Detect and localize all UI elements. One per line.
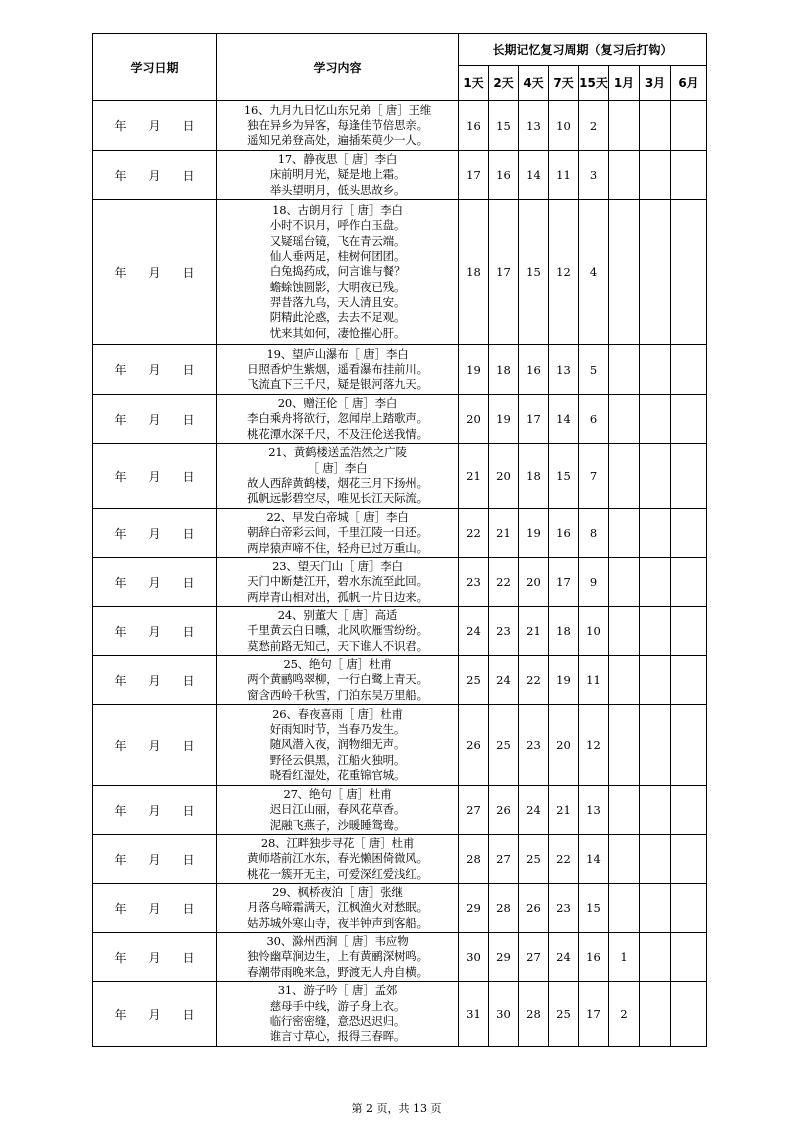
review-check-cell[interactable]: 5 — [579, 345, 609, 395]
review-check-cell[interactable]: 25 — [519, 835, 549, 884]
date-day-label: 日 — [182, 950, 195, 965]
review-check-cell[interactable]: 22 — [519, 656, 549, 705]
poem-content-cell — [217, 656, 459, 705]
review-check-cell[interactable] — [640, 200, 671, 345]
content-column-header: 学习内容 — [217, 34, 459, 101]
review-check-cell[interactable]: 26 — [489, 786, 519, 835]
review-check-cell[interactable]: 21 — [549, 786, 579, 835]
poem-content-cell — [217, 151, 459, 200]
review-check-cell[interactable]: 15 — [519, 200, 549, 345]
poem-text-line: 慈母手中线，游子身上衣。 — [269, 998, 406, 1013]
table-row — [93, 345, 707, 395]
date-month-label: 月 — [148, 412, 161, 427]
poem-text-line: 姑苏城外寒山寺，夜半钟声到客船。 — [247, 915, 428, 930]
review-check-cell[interactable]: 28 — [459, 835, 489, 884]
review-check-cell[interactable]: 17 — [549, 558, 579, 607]
review-check-cell[interactable]: 4 — [579, 200, 609, 345]
review-check-cell[interactable] — [609, 101, 640, 151]
poem-text-line: 两岸青山相对出，孤帆一片日边来。 — [247, 589, 428, 604]
poem-text-line: 李白乘舟将欲行，忽闻岸上踏歌声。 — [247, 411, 428, 426]
review-check-cell[interactable]: 22 — [489, 558, 519, 607]
date-year-label: 年 — [114, 363, 127, 377]
review-check-cell[interactable]: 15 — [549, 444, 579, 509]
review-check-cell[interactable] — [609, 786, 640, 835]
date-year-label: 年 — [114, 412, 127, 427]
poem-title-line: 16、九月九日忆山东兄弟［ 唐］王维 — [243, 102, 432, 117]
review-check-cell[interactable] — [609, 509, 640, 558]
review-check-cell[interactable]: 9 — [579, 558, 609, 607]
poem-text-line: 独在异乡为异客，每逢佳节倍思亲。 — [247, 117, 428, 132]
date-year-label: 年 — [114, 738, 127, 753]
date-day-label: 日 — [182, 673, 195, 688]
review-check-cell[interactable]: 14 — [579, 835, 609, 884]
review-check-cell[interactable]: 16 — [459, 101, 489, 151]
date-month-label: 月 — [148, 363, 161, 377]
study-date-cell[interactable] — [93, 558, 217, 607]
review-check-cell[interactable] — [640, 101, 671, 151]
table-row — [93, 656, 707, 705]
review-check-cell[interactable]: 17 — [489, 200, 519, 345]
poem-title-line: 17、静夜思［ 唐］李白 — [277, 152, 398, 167]
review-check-cell[interactable] — [609, 705, 640, 786]
poem-content-cell — [217, 835, 459, 884]
review-check-cell[interactable]: 31 — [459, 982, 489, 1047]
study-date-cell[interactable] — [93, 444, 217, 509]
review-check-cell[interactable] — [671, 982, 707, 1047]
review-check-cell[interactable]: 6 — [579, 395, 609, 444]
review-check-cell[interactable]: 27 — [459, 786, 489, 835]
table-row — [93, 200, 707, 345]
poem-text-line: 桃花一簇开无主，可爱深红爱浅红。 — [247, 866, 428, 881]
review-check-cell[interactable]: 21 — [519, 607, 549, 656]
table-row — [93, 835, 707, 884]
review-check-cell[interactable]: 8 — [579, 509, 609, 558]
date-month-label: 月 — [148, 803, 161, 818]
date-month-label: 月 — [148, 168, 161, 183]
review-check-cell[interactable] — [609, 835, 640, 884]
date-year-label: 年 — [114, 624, 127, 639]
poem-content-cell — [217, 884, 459, 933]
date-day-label: 日 — [182, 363, 195, 377]
poem-text-line: 晓看红湿处，花重锦官城。 — [269, 767, 406, 782]
review-check-cell[interactable] — [640, 656, 671, 705]
date-month-label: 月 — [148, 901, 161, 916]
review-check-cell[interactable]: 20 — [459, 395, 489, 444]
poem-text-line: 两个黄鹂鸣翠柳，一行白鹭上青天。 — [247, 672, 428, 687]
poem-text-line: 小时不识月，呼作白玉盘。 — [269, 218, 406, 233]
study-date-cell[interactable] — [93, 705, 217, 786]
date-year-label: 年 — [114, 168, 127, 183]
review-check-cell[interactable]: 21 — [459, 444, 489, 509]
review-check-cell[interactable] — [640, 395, 671, 444]
review-check-cell[interactable]: 28 — [489, 884, 519, 933]
poem-text-line: 莫愁前路无知己，天下谁人不识君。 — [247, 638, 428, 653]
review-check-cell[interactable] — [671, 933, 707, 982]
cycle-day-header: 2天 — [489, 66, 519, 101]
poem-text-line: 羿昔落九乌，天人清且安。 — [269, 294, 406, 309]
poem-text-line: 窗含西岭千秋雪，门泊东吴万里船。 — [247, 687, 428, 702]
review-check-cell[interactable] — [609, 395, 640, 444]
study-date-cell[interactable] — [93, 151, 217, 200]
date-day-label: 日 — [182, 526, 195, 541]
poem-title-line: 30、滁州西涧［ 唐］韦应物 — [266, 934, 409, 949]
poem-content-cell — [217, 705, 459, 786]
poem-text-line: 故人西辞黄鹤楼，烟花三月下扬州。 — [247, 476, 428, 490]
poem-content-cell — [217, 933, 459, 982]
poem-title-line: 31、游子吟［ 唐］孟郊 — [277, 983, 398, 998]
cycle-day-header: 4天 — [519, 66, 549, 101]
review-check-cell[interactable]: 21 — [489, 509, 519, 558]
poem-text-line: 仙人垂两足，桂树何团团。 — [269, 249, 406, 264]
review-check-cell[interactable]: 15 — [579, 884, 609, 933]
poem-text-line: ［ 唐］李白 — [307, 460, 368, 475]
cycle-day-header: 15天 — [579, 66, 609, 101]
poem-text-line: 千里黄云白日曛，北风吹雁雪纷纷。 — [247, 623, 428, 638]
table-row — [93, 151, 707, 200]
poem-title-line: 27、绝句［ 唐］杜甫 — [283, 787, 392, 802]
review-check-cell[interactable]: 14 — [549, 395, 579, 444]
poem-title-line: 23、望天门山［ 唐］李白 — [272, 559, 403, 574]
review-check-cell[interactable] — [609, 884, 640, 933]
date-month-label: 月 — [148, 738, 161, 753]
date-day-label: 日 — [182, 624, 195, 639]
review-check-cell[interactable]: 23 — [549, 884, 579, 933]
poem-title-line: 20、赠汪伦［ 唐］李白 — [277, 396, 398, 411]
study-date-cell[interactable] — [93, 656, 217, 705]
review-check-cell[interactable] — [671, 444, 707, 509]
review-check-cell[interactable]: 13 — [519, 101, 549, 151]
poem-content-cell — [217, 558, 459, 607]
date-month-label: 月 — [148, 526, 161, 541]
review-check-cell[interactable]: 12 — [549, 200, 579, 345]
poem-content-cell — [217, 395, 459, 444]
cycle-day-header: 7天 — [549, 66, 579, 101]
review-check-cell[interactable] — [609, 444, 640, 509]
review-check-cell[interactable] — [609, 607, 640, 656]
date-month-label: 月 — [148, 624, 161, 639]
table-row — [93, 933, 707, 982]
date-year-label: 年 — [114, 852, 127, 867]
table-row — [93, 607, 707, 656]
review-check-cell[interactable]: 11 — [579, 656, 609, 705]
review-check-cell[interactable]: 19 — [459, 345, 489, 395]
date-day-label: 日 — [182, 901, 195, 916]
date-month-label: 月 — [148, 1007, 161, 1022]
review-check-cell[interactable]: 20 — [519, 558, 549, 607]
date-year-label: 年 — [114, 526, 127, 541]
review-check-cell[interactable]: 18 — [519, 444, 549, 509]
poem-text-line: 孤帆远影碧空尽，唯见长江天际流。 — [247, 491, 428, 506]
study-date-cell[interactable] — [93, 509, 217, 558]
date-year-label: 年 — [114, 803, 127, 818]
poem-text-line: 日照香炉生紫烟，遥看瀑布挂前川。 — [247, 361, 428, 376]
review-check-cell[interactable]: 3 — [579, 151, 609, 200]
review-check-cell[interactable] — [640, 835, 671, 884]
poem-text-line: 忧来其如何，凄怆摧心肝。 — [269, 325, 406, 340]
study-date-cell[interactable] — [93, 200, 217, 345]
date-day-label: 日 — [182, 119, 195, 133]
date-year-label: 年 — [114, 901, 127, 916]
review-check-cell[interactable] — [640, 444, 671, 509]
review-check-cell[interactable]: 10 — [579, 607, 609, 656]
study-date-cell[interactable] — [93, 835, 217, 884]
study-date-cell[interactable] — [93, 884, 217, 933]
date-month-label: 月 — [148, 673, 161, 688]
review-check-cell[interactable] — [671, 200, 707, 345]
review-check-cell[interactable]: 15 — [489, 101, 519, 151]
study-date-cell[interactable] — [93, 786, 217, 835]
review-check-cell[interactable]: 29 — [459, 884, 489, 933]
study-date-cell[interactable] — [93, 395, 217, 444]
review-check-cell[interactable]: 19 — [519, 509, 549, 558]
table-row — [93, 884, 707, 933]
cycle-day-header: 1天 — [459, 66, 489, 101]
review-check-cell[interactable]: 23 — [519, 705, 549, 786]
review-check-cell[interactable] — [671, 345, 707, 395]
table-row — [93, 982, 707, 1047]
review-check-cell[interactable]: 16 — [549, 509, 579, 558]
review-check-cell[interactable] — [640, 884, 671, 933]
poem-title-line: 19、望庐山瀑布［ 唐］李白 — [266, 346, 409, 361]
review-check-cell[interactable] — [640, 982, 671, 1047]
poem-content-cell — [217, 509, 459, 558]
date-day-label: 日 — [182, 803, 195, 818]
table-body — [93, 101, 707, 1047]
review-check-cell[interactable] — [609, 558, 640, 607]
review-check-cell[interactable]: 22 — [549, 835, 579, 884]
study-date-cell[interactable] — [93, 607, 217, 656]
date-month-label: 月 — [148, 852, 161, 867]
review-check-cell[interactable] — [671, 786, 707, 835]
review-check-cell[interactable] — [671, 884, 707, 933]
review-check-cell[interactable]: 24 — [459, 607, 489, 656]
table-header — [93, 34, 707, 101]
cycle-day-header: 3月 — [640, 66, 671, 101]
review-check-cell[interactable] — [640, 151, 671, 200]
review-check-cell[interactable] — [609, 345, 640, 395]
cycle-day-header: 6月 — [671, 66, 707, 101]
review-check-cell[interactable] — [640, 786, 671, 835]
poem-content-cell — [217, 982, 459, 1047]
date-day-label: 日 — [182, 168, 195, 183]
review-check-cell[interactable]: 28 — [519, 982, 549, 1047]
poem-text-line: 蟾蜍蚀圆影，大明夜已残。 — [269, 279, 406, 294]
poem-text-line: 黄师塔前江水东，春光懒困倚微风。 — [247, 851, 428, 866]
review-check-cell[interactable]: 26 — [459, 705, 489, 786]
date-day-label: 日 — [182, 412, 195, 427]
date-day-label: 日 — [182, 575, 195, 590]
review-check-cell[interactable]: 26 — [519, 884, 549, 933]
review-check-cell[interactable]: 23 — [459, 558, 489, 607]
review-schedule-table — [92, 33, 707, 1047]
review-check-cell[interactable]: 13 — [549, 345, 579, 395]
review-check-cell[interactable]: 11 — [549, 151, 579, 200]
poem-title-line: 21、黄鹤楼送孟浩然之广陵 — [268, 445, 407, 460]
review-check-cell[interactable]: 17 — [519, 395, 549, 444]
date-month-label: 月 — [148, 469, 161, 484]
review-check-cell[interactable]: 22 — [459, 509, 489, 558]
review-check-cell[interactable] — [640, 705, 671, 786]
review-check-cell[interactable]: 18 — [459, 200, 489, 345]
poem-text-line: 朝辞白帝彩云间，千里江陵一日还。 — [247, 525, 428, 540]
date-day-label: 日 — [182, 1007, 195, 1022]
date-day-label: 日 — [182, 852, 195, 867]
poem-text-line: 泥融飞燕子，沙暖睡鸳鸯。 — [269, 817, 406, 832]
cycle-day-header: 1月 — [609, 66, 640, 101]
review-check-cell[interactable]: 18 — [549, 607, 579, 656]
poem-content-cell — [217, 444, 459, 509]
review-check-cell[interactable] — [671, 395, 707, 444]
date-column-header: 学习日期 — [93, 34, 217, 101]
review-check-cell[interactable]: 27 — [489, 835, 519, 884]
study-date-cell[interactable] — [93, 933, 217, 982]
review-check-cell[interactable]: 13 — [579, 786, 609, 835]
date-year-label: 年 — [114, 673, 127, 688]
date-year-label: 年 — [114, 575, 127, 590]
date-day-label: 日 — [182, 265, 195, 280]
review-check-cell[interactable] — [671, 509, 707, 558]
review-check-cell[interactable]: 30 — [489, 982, 519, 1047]
review-check-cell[interactable]: 24 — [519, 786, 549, 835]
review-check-cell[interactable]: 20 — [489, 444, 519, 509]
study-date-cell[interactable] — [93, 982, 217, 1047]
review-check-cell[interactable] — [671, 656, 707, 705]
poem-text-line: 又疑瑶台镜，飞在青云端。 — [269, 233, 406, 248]
table-row — [93, 509, 707, 558]
poem-text-line: 床前明月光，疑是地上霜。 — [269, 167, 406, 182]
date-day-label: 日 — [182, 469, 195, 484]
poem-text-line: 临行密密缝，意恐迟迟归。 — [269, 1014, 406, 1028]
poem-content-cell — [217, 200, 459, 345]
review-check-cell[interactable] — [640, 558, 671, 607]
table-row — [93, 395, 707, 444]
review-check-cell[interactable]: 24 — [489, 656, 519, 705]
review-check-cell[interactable]: 10 — [549, 101, 579, 151]
poem-text-line: 飞流直下三千尺，疑是银河落九天。 — [247, 377, 428, 392]
poem-title-line: 18、古朗月行［ 唐］李白 — [272, 203, 403, 218]
poem-title-line: 22、早发白帝城［ 唐］李白 — [266, 510, 409, 525]
table-row — [93, 444, 707, 509]
review-check-cell[interactable]: 19 — [549, 656, 579, 705]
poem-title-line: 25、绝句［ 唐］杜甫 — [283, 657, 392, 672]
date-month-label: 月 — [148, 950, 161, 965]
review-check-cell[interactable]: 25 — [459, 656, 489, 705]
poem-title-line: 24、别董大［ 唐］高适 — [277, 608, 398, 623]
poem-text-line: 随风潜入夜，润物细无声。 — [269, 737, 406, 752]
review-check-cell[interactable] — [671, 151, 707, 200]
review-check-cell[interactable]: 14 — [519, 151, 549, 200]
review-check-cell[interactable]: 29 — [489, 933, 519, 982]
review-check-cell[interactable]: 16 — [519, 345, 549, 395]
poem-text-line: 好雨知时节，当春乃发生。 — [269, 722, 406, 737]
poem-content-cell — [217, 607, 459, 656]
poem-text-line: 月落乌啼霜满天，江枫渔火对愁眠。 — [247, 900, 428, 915]
review-check-cell[interactable]: 25 — [489, 705, 519, 786]
review-check-cell[interactable]: 24 — [549, 933, 579, 982]
review-check-cell[interactable]: 1 — [609, 933, 640, 982]
date-year-label: 年 — [114, 1007, 127, 1022]
review-check-cell[interactable] — [609, 656, 640, 705]
review-check-cell[interactable]: 30 — [459, 933, 489, 982]
review-check-cell[interactable]: 16 — [579, 933, 609, 982]
review-check-cell[interactable]: 16 — [489, 151, 519, 200]
table-row — [93, 558, 707, 607]
review-check-cell[interactable] — [609, 151, 640, 200]
review-check-cell[interactable]: 7 — [579, 444, 609, 509]
table-row — [93, 705, 707, 786]
table-row — [93, 786, 707, 835]
poem-text-line: 迟日江山丽，春风花草香。 — [269, 802, 406, 817]
review-check-cell[interactable]: 17 — [579, 982, 609, 1047]
date-year-label: 年 — [114, 265, 127, 280]
review-check-cell[interactable]: 17 — [459, 151, 489, 200]
review-check-cell[interactable]: 25 — [549, 982, 579, 1047]
review-check-cell[interactable]: 12 — [579, 705, 609, 786]
poem-title-line: 29、枫桥夜泊［ 唐］张继 — [272, 885, 403, 900]
review-check-cell[interactable] — [671, 558, 707, 607]
study-date-cell[interactable] — [93, 345, 217, 395]
poem-text-line: 野径云俱黑，江船火独明。 — [269, 752, 406, 767]
poem-text-line: 阴精此沦惑，去去不足观。 — [269, 310, 406, 325]
review-check-cell[interactable] — [640, 933, 671, 982]
poem-content-cell — [217, 101, 459, 151]
review-check-cell[interactable]: 2 — [579, 101, 609, 151]
date-year-label: 年 — [114, 469, 127, 484]
poem-title-line: 26、春夜喜雨［ 唐］杜甫 — [272, 706, 403, 721]
date-year-label: 年 — [114, 950, 127, 965]
date-year-label: 年 — [114, 119, 127, 133]
poem-text-line: 天门中断楚江开，碧水东流至此回。 — [247, 574, 428, 589]
page-footer: 第 2 页，共 13 页 — [351, 1102, 442, 1115]
review-check-cell[interactable]: 18 — [489, 345, 519, 395]
study-date-cell[interactable] — [93, 101, 217, 151]
review-check-cell[interactable] — [671, 705, 707, 786]
review-check-cell[interactable] — [671, 835, 707, 884]
review-check-cell[interactable] — [671, 101, 707, 151]
poem-content-cell — [217, 786, 459, 835]
date-day-label: 日 — [182, 738, 195, 753]
review-check-cell[interactable] — [640, 607, 671, 656]
review-check-cell[interactable]: 23 — [489, 607, 519, 656]
poem-text-line: 举头望明月，低头思故乡。 — [269, 182, 406, 197]
table-row — [93, 101, 707, 151]
poem-title-line: 28、江畔独步寻花［ 唐］杜甫 — [260, 836, 415, 851]
review-check-cell[interactable]: 19 — [489, 395, 519, 444]
review-check-cell[interactable] — [609, 200, 640, 345]
poem-text-line: 春潮带雨晚来急，野渡无人舟自横。 — [247, 964, 428, 979]
review-check-cell[interactable]: 27 — [519, 933, 549, 982]
poem-text-line: 两岸猿声啼不住，轻舟已过万重山。 — [247, 540, 428, 555]
date-month-label: 月 — [148, 119, 161, 133]
review-check-cell[interactable] — [640, 509, 671, 558]
poem-content-cell — [217, 345, 459, 395]
poem-text-line: 独怜幽草涧边生，上有黄鹂深树鸣。 — [247, 949, 428, 964]
review-check-cell[interactable] — [640, 345, 671, 395]
poem-text-line: 谁言寸草心，报得三春晖。 — [269, 1029, 406, 1044]
review-check-cell[interactable] — [671, 607, 707, 656]
poem-text-line: 桃花潭水深千尺，不及汪伦送我情。 — [247, 426, 428, 441]
date-month-label: 月 — [148, 265, 161, 280]
review-check-cell[interactable]: 20 — [549, 705, 579, 786]
poem-text-line: 白兔捣药成，问言谁与餐？ — [269, 264, 406, 279]
review-cycle-header: 长期记忆复习周期（复习后打钩） — [459, 34, 707, 66]
poem-text-line: 遥知兄弟登高处，遍插茱萸少一人。 — [247, 133, 428, 148]
review-check-cell[interactable]: 2 — [609, 982, 640, 1047]
date-month-label: 月 — [148, 575, 161, 590]
